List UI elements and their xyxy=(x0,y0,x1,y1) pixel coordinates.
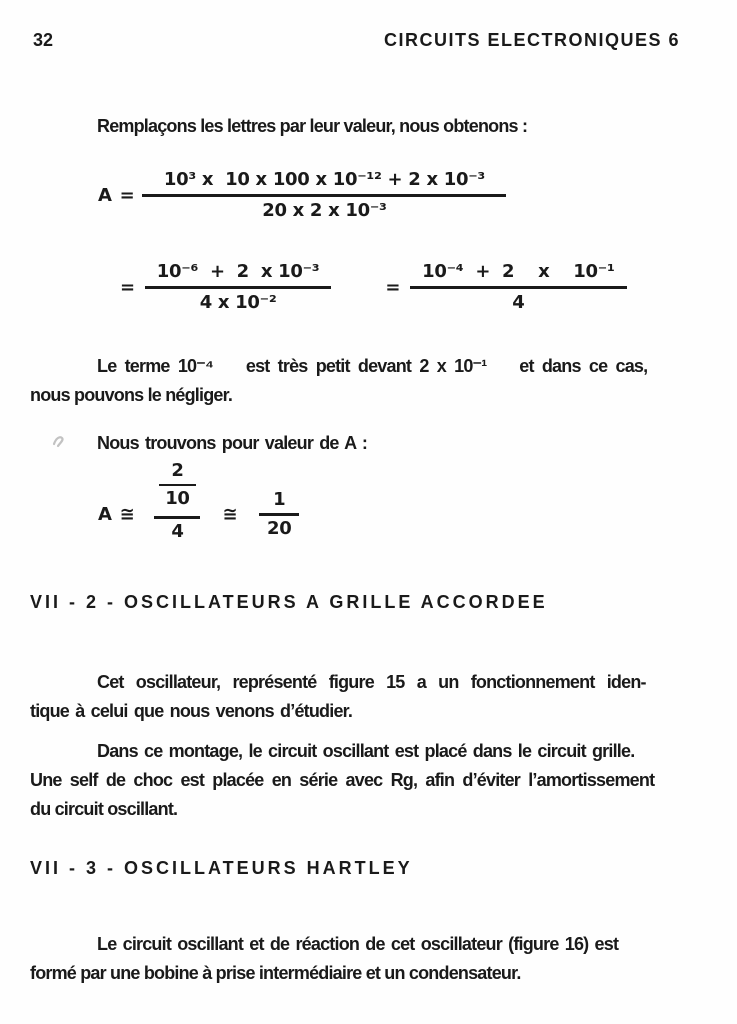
fraction xyxy=(145,258,332,317)
paragraph-line: Le circuit oscillant et de réaction de cet oscillateur (figure 16) est xyxy=(97,934,619,954)
fraction-numerator: 10⁻⁶ + 2 x 10⁻³ xyxy=(156,261,320,282)
intro-sentence: Remplaçons les lettres par leur valeur, nous obtenons : xyxy=(97,116,528,136)
fraction xyxy=(410,258,626,317)
approx-equals-sign: ≅ xyxy=(222,503,238,525)
inner-fraction xyxy=(159,458,195,516)
pencil-smudge-icon xyxy=(52,434,68,448)
equation-3-lhs: A xyxy=(98,503,112,525)
fraction-denominator: 20 xyxy=(267,518,292,539)
nested-fraction xyxy=(154,458,200,571)
paragraph-line: Le terme 10⁻⁴ est très petit devant 2 x 10⁻¹ et dans ce cas, xyxy=(97,356,648,376)
paragraph-line: Dans ce montage, le circuit oscillant est placé dans le circuit grille. xyxy=(97,741,635,761)
fraction-numerator: 1 xyxy=(273,489,286,510)
equation-1 xyxy=(98,166,506,225)
fraction-denominator: 10 xyxy=(165,488,190,509)
fraction-denominator: 20 x 2 x 10⁻³ xyxy=(262,200,387,221)
value-of-a-sentence: Nous trouvons pour valeur de A : xyxy=(97,433,368,453)
approx-equals-sign: ≅ xyxy=(119,503,135,525)
page-number: 32 xyxy=(33,30,54,50)
section-heading-vii-3: VII - 3 - OSCILLATEURS HARTLEY xyxy=(30,858,413,878)
equation-3 xyxy=(98,458,299,571)
equation-1-lhs: A xyxy=(98,184,112,206)
fraction-denominator: 4 xyxy=(512,292,525,313)
fraction-numerator: 10⁻⁴ + 2 x 10⁻¹ xyxy=(422,261,615,282)
equation-2 xyxy=(120,258,627,317)
paragraph-line: formé par une bobine à prise intermédiaire et un condensateur. xyxy=(30,963,521,983)
paragraph-line: nous pouvons le négliger. xyxy=(30,385,233,405)
equals-sign: = xyxy=(119,184,135,206)
fraction xyxy=(259,487,299,542)
fraction-denominator: 4 x 10⁻² xyxy=(199,292,277,313)
fraction-numerator: 2 xyxy=(171,460,184,481)
fraction xyxy=(142,166,506,225)
fraction-numerator: 10³ x 10 x 100 x 10⁻¹² + 2 x 10⁻³ xyxy=(163,169,485,190)
section-heading-vii-2: VII - 2 - OSCILLATEURS A GRILLE ACCORDEE xyxy=(30,592,548,612)
fraction-denominator: 4 xyxy=(171,521,184,542)
paragraph-negligible xyxy=(30,352,708,410)
paragraph xyxy=(30,737,708,824)
equals-sign: = xyxy=(385,276,401,298)
paragraph xyxy=(30,930,708,988)
paragraph xyxy=(30,668,708,726)
running-header-title: CIRCUITS ELECTRONIQUES 6 xyxy=(383,30,680,50)
paragraph-line: Cet oscillateur, représenté figure 15 a un fonctionnement iden- xyxy=(97,672,646,692)
paragraph-line: du circuit oscillant. xyxy=(30,799,178,819)
paragraph-line: tique à celui que nous venons d’étudier. xyxy=(30,701,353,721)
equals-sign: = xyxy=(120,276,135,298)
paragraph-line: Une self de choc est placée en série avec Rg, afin d’éviter l’amortissement xyxy=(30,770,655,790)
